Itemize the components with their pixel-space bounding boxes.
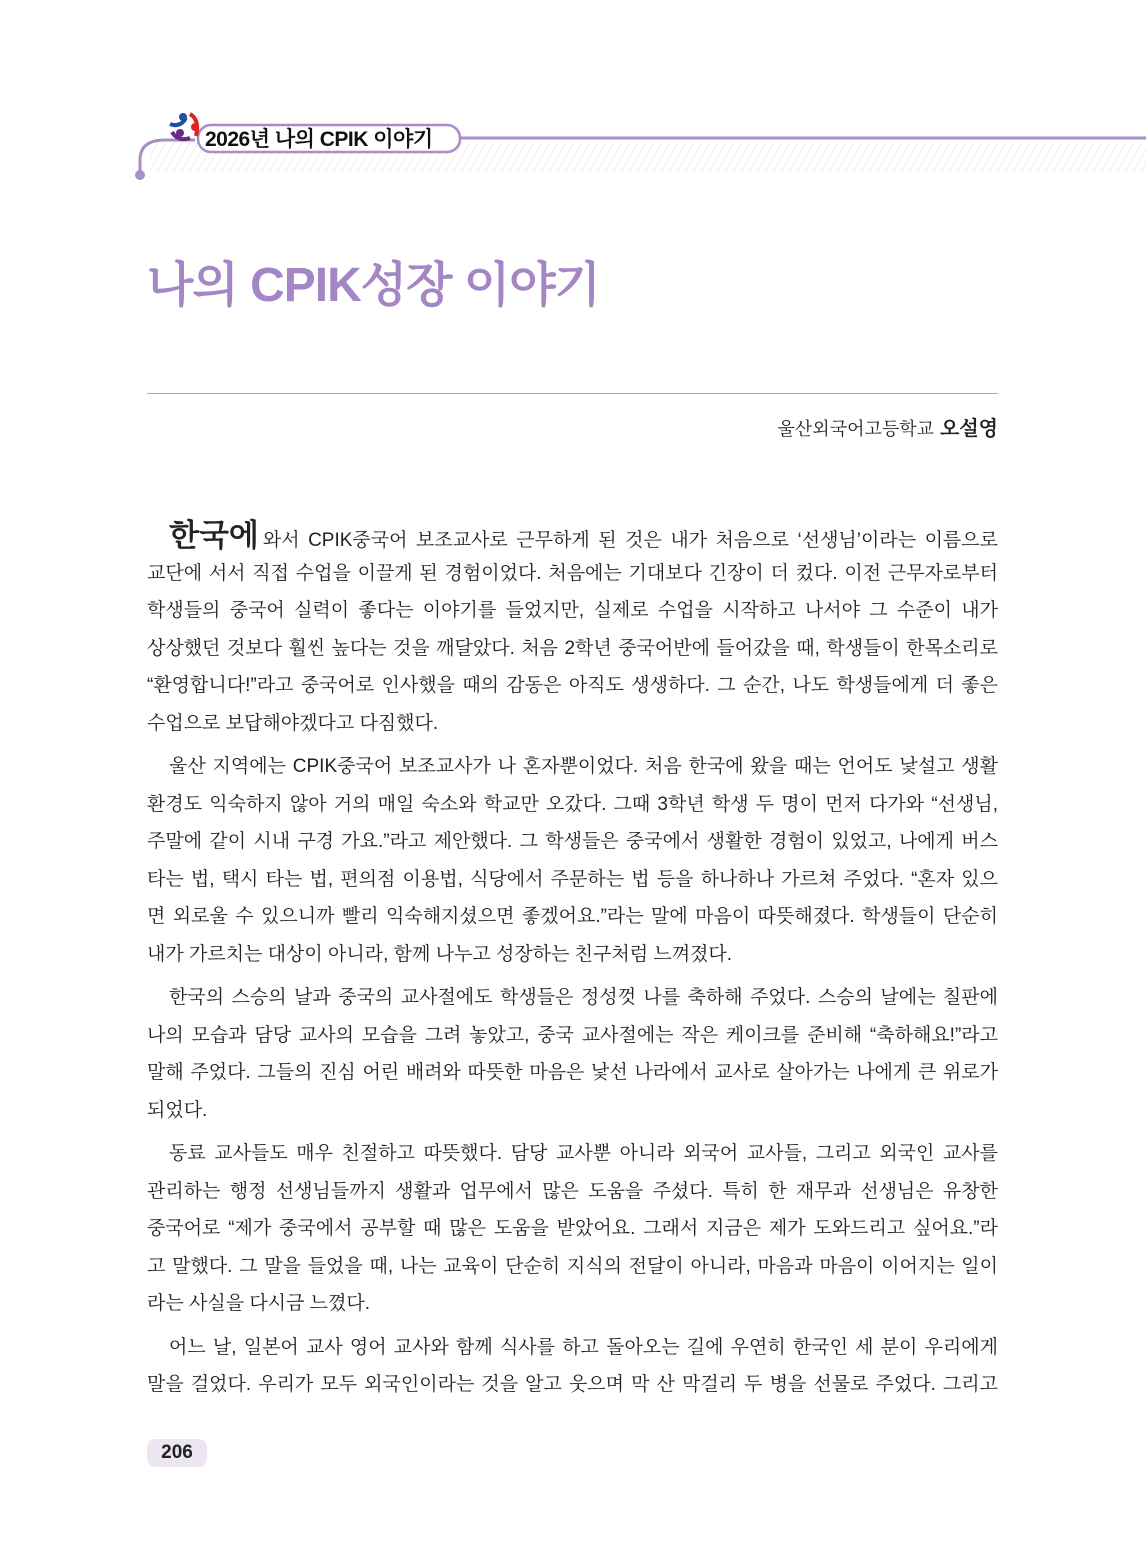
line-text: 수업으로 보답해야겠다고 다짐했다. (147, 712, 439, 734)
drop-cap: 한국에 (169, 518, 259, 553)
series-title: 2026년 나의 CPIK 이야기 (205, 128, 433, 151)
paragraph (147, 748, 998, 973)
text-line (147, 555, 998, 593)
text-line (147, 1092, 998, 1130)
text-line (147, 667, 998, 705)
line-text: 울산 지역에는 CPIK중국어 보조교사가 나 혼자뿐이었다. 처음 한국에 왔을 때는 언어도 낯설고 생활 (169, 756, 998, 777)
line-text: 말해 주었다. 그들의 진심 어린 배려와 따뜻한 마음은 낯선 나라에서 교사로 살아가는 나에게 큰 위로가 (147, 1062, 998, 1083)
text-line (147, 898, 998, 936)
line-text: 내가 가르치는 대상이 아니라, 함께 나누고 성장하는 친구처럼 느껴졌다. (147, 943, 733, 965)
line-text: 관리하는 행정 선생님들까지 생활과 업무에서 많은 도움을 주셨다. 특히 한 재무과 선생님은 유창한 (147, 1180, 998, 1202)
paragraph (147, 517, 998, 742)
line-text: 학생들의 중국어 실력이 좋다는 이야기를 들었지만, 실제로 수업을 시작하고 나서야 그 수준이 내가 (147, 600, 998, 621)
text-line (147, 705, 998, 743)
line-text: 한국의 스승의 날과 중국의 교사절에도 학생들은 정성껏 나를 축하해 주었다. 스승의 날에는 칠판에 (169, 987, 998, 1008)
text-line (147, 1054, 998, 1092)
text-line (147, 979, 998, 1017)
line-text: 되었다. (147, 1099, 208, 1121)
paragraph (147, 979, 998, 1129)
cpik-logo-icon (170, 113, 199, 139)
text-line (147, 1017, 998, 1055)
text-line (147, 592, 998, 630)
line-text: 주말에 같이 시내 구경 가요.”라고 제안했다. 그 학생들은 중국에서 생활한 경험이 있었고, 나에게 버스 (147, 831, 998, 852)
byline (778, 412, 998, 441)
line-text: 말을 걸었다. 우리가 모두 외국인이라는 것을 알고 웃으며 막 산 막걸리 두 병을 선물로 주었다. 그리고 (147, 1374, 998, 1395)
page-number: 206 (147, 1439, 207, 1467)
text-line (147, 786, 998, 824)
line-text: 어느 날, 일본어 교사 영어 교사와 함께 식사를 하고 돌아오는 길에 우연히 한국인 세 분이 우리에게 (169, 1336, 998, 1358)
line-text: 면 외로울 수 있으니까 빨리 익숙해지셨으면 좋겠어요.”라는 말에 마음이 따뜻해졌다. 학생들이 단순히 (147, 906, 998, 927)
text-line (147, 517, 998, 555)
text-line (147, 630, 998, 668)
text-line (147, 748, 998, 786)
article-body (147, 517, 998, 1410)
line-text: 고 말했다. 그 말을 들었을 때, 나는 교육이 단순히 지식의 전달이 아니라, 마음과 마음이 이어지는 일이 (147, 1255, 998, 1277)
text-line (147, 1248, 998, 1286)
text-line (147, 1135, 998, 1173)
header-decoration (0, 100, 1146, 190)
author-name: 오설영 (940, 418, 998, 440)
text-line (147, 1366, 998, 1404)
line-text: 상상했던 것보다 훨씬 높다는 것을 깨달았다. 처음 2학년 중국어반에 들어갔을 때, 학생들이 한목소리로 (147, 637, 998, 659)
divider (147, 393, 998, 394)
line-text: 와서 CPIK중국어 보조교사로 근무하게 된 것은 내가 처음으로 ‘선생님’이라는 이름으로 (262, 530, 998, 551)
paragraph (147, 1135, 998, 1323)
line-text: 환경도 익숙하지 않아 거의 매일 숙소와 학교만 오갔다. 그때 3학년 학생 두 명이 먼저 다가와 “선생님, (147, 793, 998, 815)
line-text: 나의 모습과 담당 교사의 모습을 그려 놓았고, 중국 교사절에는 작은 케이크를 준비해 “축하해요!”라고 (147, 1024, 998, 1046)
page-title: 나의 CPIK성장 이야기 (147, 259, 600, 312)
text-line (147, 1173, 998, 1211)
line-text: 중국어로 “제가 중국에서 공부할 때 많은 도움을 받았어요. 그래서 지금은 제가 도와드리고 싶어요.”라 (147, 1218, 998, 1239)
paragraph (147, 1329, 998, 1404)
line-text: 라는 사실을 다시금 느꼈다. (147, 1293, 371, 1314)
text-line (147, 1210, 998, 1248)
text-line (147, 1329, 998, 1367)
text-line (147, 936, 998, 974)
line-text: “환영합니다!”라고 중국어로 인사했을 때의 감동은 아직도 생생하다. 그 순간, 나도 학생들에게 더 좋은 (147, 675, 998, 696)
text-line (147, 823, 998, 861)
text-line (147, 861, 998, 899)
line-text: 교단에 서서 직접 수업을 이끌게 된 경험이었다. 처음에는 기대보다 긴장이 더 컸다. 이전 근무자로부터 (147, 562, 998, 584)
school-name: 울산외국어고등학교 (777, 419, 935, 439)
text-line (147, 1285, 998, 1323)
line-text: 동료 교사들도 매우 친절하고 따뜻했다. 담당 교사뿐 아니라 외국어 교사들, 그리고 외국인 교사를 (169, 1143, 998, 1164)
line-text: 타는 법, 택시 타는 법, 편의점 이용법, 식당에서 주문하는 법 등을 하나하나 가르쳐 주었다. “혼자 있으 (147, 868, 998, 890)
